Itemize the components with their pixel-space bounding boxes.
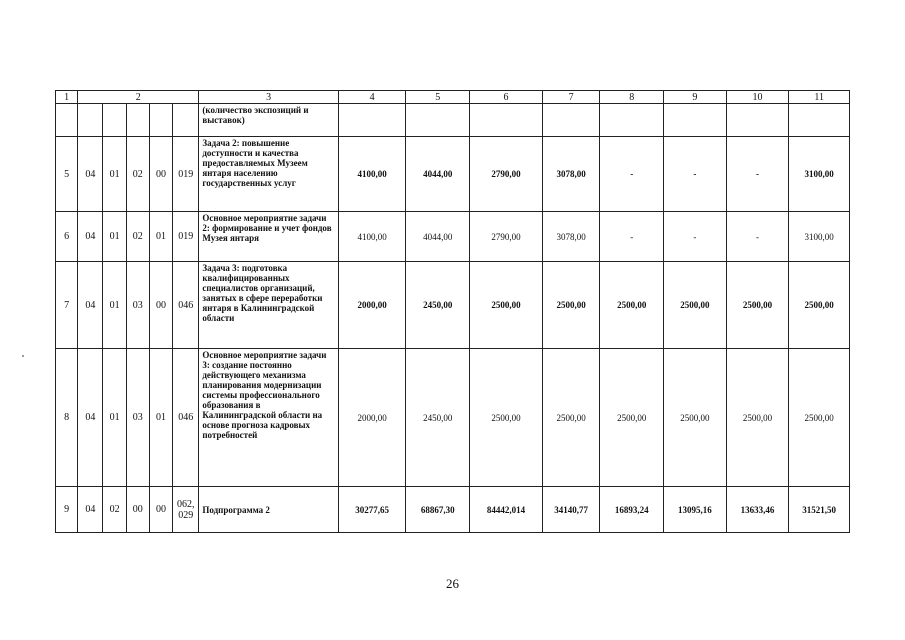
code-cell: 00 [149,262,172,349]
header-cell: 6 [470,91,543,104]
header-cell: 3 [199,91,338,104]
code-cell [173,104,199,137]
table-row [56,212,850,262]
value-cell: 2500,00 [726,262,789,349]
row-number: 8 [56,349,78,487]
header-cell: 10 [726,91,789,104]
budget-table [55,90,850,533]
code-cell [126,104,149,137]
task-label: Задача 3: [202,263,240,273]
table-row [56,262,850,349]
row-number: 6 [56,212,78,262]
value-cell: - [726,137,789,212]
value-cell [338,104,406,137]
value-cell: - [664,212,727,262]
code-cell: 04 [78,349,103,487]
header-cell: 9 [664,91,727,104]
code-cell: 00 [126,487,149,533]
code-cell: 04 [78,137,103,212]
value-cell: - [600,137,664,212]
value-cell: 3078,00 [542,137,600,212]
value-cell [470,104,543,137]
value-cell: 2500,00 [600,349,664,487]
value-cell [726,104,789,137]
value-cell: 2500,00 [470,262,543,349]
page-number: 26 [446,576,459,591]
value-cell: 2500,00 [726,349,789,487]
code-cell: 01 [149,349,172,487]
value-cell: - [600,212,664,262]
code-cell: 00 [149,137,172,212]
value-cell [664,104,727,137]
header-cell: 5 [406,91,470,104]
value-cell: 2500,00 [600,262,664,349]
value-cell: 31521,50 [789,487,850,533]
code-cell [103,104,126,137]
row-description: Основное мероприятие задачи 3: создание постоянно действующего механизма планирования модернизации системы профессионального образования в Калининградской области на основе прогноза кадровых потребностей [199,349,338,487]
value-cell: 2500,00 [542,262,600,349]
header-cell: 11 [789,91,850,104]
value-cell: 2000,00 [338,349,406,487]
table-row [56,137,850,212]
value-cell: 2500,00 [470,349,543,487]
value-cell: 13633,46 [726,487,789,533]
table-row [56,487,850,533]
scan-speck [22,355,24,357]
code-cell: 02 [126,212,149,262]
row-description: Основное мероприятие задачи 2: формирование и учет фондов Музея янтаря [199,212,338,262]
value-cell: 2450,00 [406,349,470,487]
value-cell: 4044,00 [406,137,470,212]
header-cell: 7 [542,91,600,104]
code-cell: 00 [149,487,172,533]
value-cell: 16893,24 [600,487,664,533]
code-cell: 04 [78,262,103,349]
header-cell: 1 [56,91,78,104]
row-number: 5 [56,137,78,212]
code-cell: 01 [103,349,126,487]
code-cell [149,104,172,137]
value-cell: 2500,00 [542,349,600,487]
row-description: Подпрограмма 2 [199,487,338,533]
table-row [56,104,850,137]
value-cell: 34140,77 [542,487,600,533]
value-cell: 2000,00 [338,262,406,349]
value-cell [406,104,470,137]
row-description [199,262,338,349]
table-header-row [56,91,850,104]
value-cell: 2500,00 [664,349,727,487]
value-cell [789,104,850,137]
value-cell: 2500,00 [664,262,727,349]
value-cell [600,104,664,137]
code-cell: 03 [126,262,149,349]
value-cell: - [726,212,789,262]
code-cell: 01 [103,137,126,212]
code-cell: 019 [173,212,199,262]
value-cell: - [664,137,727,212]
row-description: (количество экспозиций и выставок) [199,104,338,137]
value-cell: 3100,00 [789,212,850,262]
code-cell: 01 [149,212,172,262]
row-number [56,104,78,137]
value-cell: 2790,00 [470,212,543,262]
row-description [199,137,338,212]
value-cell: 30277,65 [338,487,406,533]
value-cell: 4100,00 [338,212,406,262]
value-cell: 2790,00 [470,137,543,212]
value-cell: 2500,00 [789,349,850,487]
code-cell: 01 [103,262,126,349]
row-number: 7 [56,262,78,349]
code-cell: 062, 029 [173,487,199,533]
value-cell: 2500,00 [789,262,850,349]
header-cell: 2 [78,91,199,104]
task-text: повышение доступности и качества предоставляемых Музеем янтаря населению государственных услуг [202,138,308,188]
code-cell: 02 [103,487,126,533]
table-row [56,349,850,487]
task-label: Задача 2: [202,138,240,148]
value-cell: 2450,00 [406,262,470,349]
value-cell: 68867,30 [406,487,470,533]
code-cell: 046 [173,349,199,487]
code-cell: 046 [173,262,199,349]
code-cell: 019 [173,137,199,212]
value-cell [542,104,600,137]
value-cell: 3078,00 [542,212,600,262]
value-cell: 13095,16 [664,487,727,533]
value-cell: 4100,00 [338,137,406,212]
code-cell: 01 [103,212,126,262]
header-cell: 8 [600,91,664,104]
code-cell: 04 [78,212,103,262]
code-cell: 02 [126,137,149,212]
code-cell: 04 [78,487,103,533]
row-number: 9 [56,487,78,533]
task-text: подготовка квалифицированных специалистов организаций, занятых в сфере переработки янтаря в Калининградской области [202,263,323,323]
value-cell: 3100,00 [789,137,850,212]
code-cell: 03 [126,349,149,487]
code-cell [78,104,103,137]
value-cell: 4044,00 [406,212,470,262]
header-cell: 4 [338,91,406,104]
value-cell: 84442,014 [470,487,543,533]
